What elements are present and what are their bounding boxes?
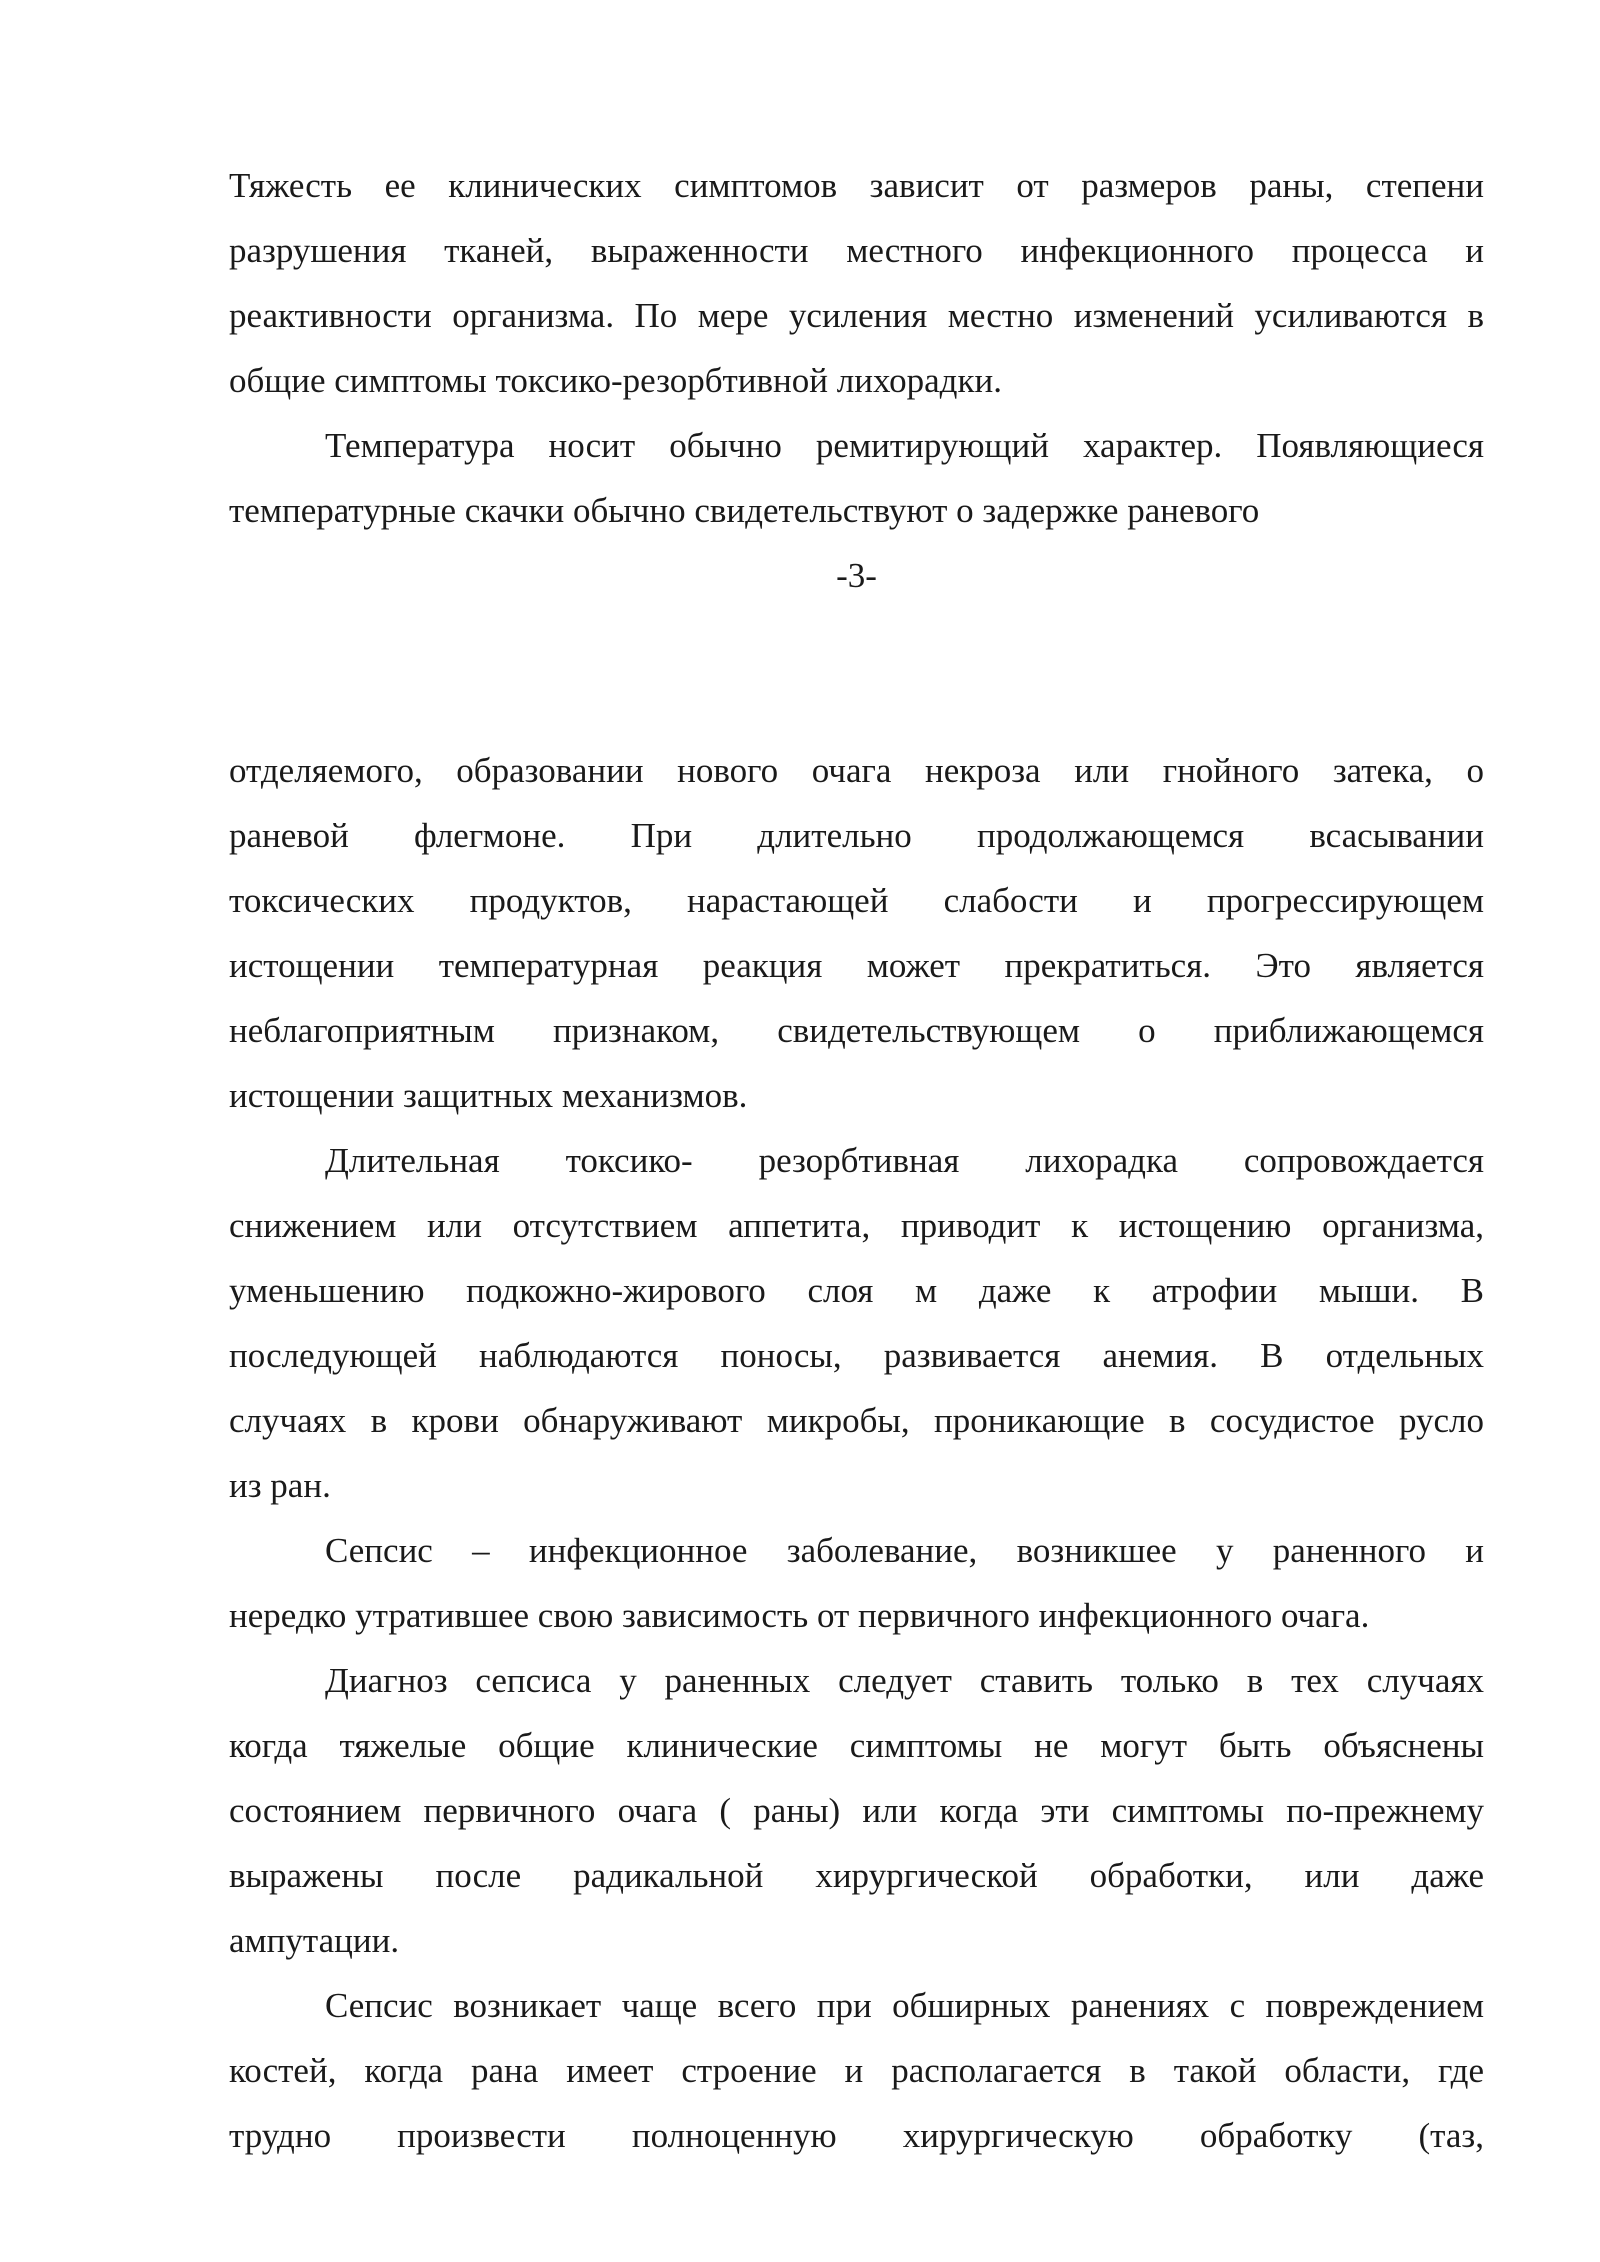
text-line: последующей наблюдаются поносы, развивается анемия. В отдельных <box>229 1336 1484 1375</box>
text-line: истощении защитных механизмов. <box>229 1076 748 1115</box>
text-line: неблагоприятным признаком, свидетельствующем о приближающемся <box>229 1011 1484 1050</box>
paragraph-temperature <box>229 413 1484 543</box>
text-line: из ран. <box>229 1466 331 1505</box>
text-line: Температура носит обычно ремитирующий характер. Появляющиеся <box>325 426 1484 465</box>
text-line: реактивности организма. По мере усиления местно изменений усиливаются в <box>229 296 1484 335</box>
text-line: токсических продуктов, нарастающей слабости и прогрессирующем <box>229 881 1484 920</box>
text-line: выражены после радикальной хирургической обработки, или даже <box>229 1856 1484 1895</box>
text-line: случаях в крови обнаруживают микробы, проникающие в сосудистое русло <box>229 1401 1484 1440</box>
text-line: нередко утратившее свою зависимость от первичного инфекционного очага. <box>229 1596 1370 1635</box>
text-line: Сепсис – инфекционное заболевание, возникшее у раненного и <box>325 1531 1484 1570</box>
text-line: снижением или отсутствием аппетита, приводит к истощению организма, <box>229 1206 1484 1245</box>
text-line: разрушения тканей, выраженности местного инфекционного процесса и <box>229 231 1484 270</box>
document-page <box>229 153 1484 2168</box>
paragraph-sepsis-definition <box>229 1518 1484 1648</box>
text-line: общие симптомы токсико-резорбтивной лихорадки. <box>229 361 1002 400</box>
text-line: отделяемого, образовании нового очага некроза или гнойного затека, о <box>229 751 1484 790</box>
text-line: Тяжесть ее клинических симптомов зависит от размеров раны, степени <box>229 166 1484 205</box>
page-number: -3- <box>836 556 877 595</box>
paragraph-sepsis-diagnosis <box>229 1648 1484 1973</box>
text-line: Длительная токсико- резорбтивная лихорадка сопровождается <box>325 1141 1484 1180</box>
text-line: Сепсис возникает чаще всего при обширных ранениях с повреждением <box>325 1986 1484 2025</box>
text-line: ампутации. <box>229 1921 400 1960</box>
text-line: температурные скачки обычно свидетельствуют о задержке раневого <box>229 491 1260 530</box>
paragraph-symptoms-severity <box>229 153 1484 413</box>
text-line: трудно произвести полноценную хирургическую обработку (таз, <box>229 2116 1484 2155</box>
text-line: костей, когда рана имеет строение и располагается в такой области, где <box>229 2051 1484 2090</box>
text-line: уменьшению подкожно-жирового слоя м даже к атрофии мыши. В <box>229 1271 1484 1310</box>
text-line: раневой флегмоне. При длительно продолжающемся всасывании <box>229 816 1484 855</box>
paragraph-sepsis-occurrence <box>229 1973 1484 2168</box>
text-line: когда тяжелые общие клинические симптомы не могут быть объяснены <box>229 1726 1484 1765</box>
text-line: состоянием первичного очага ( раны) или когда эти симптомы по-прежнему <box>229 1791 1484 1830</box>
text-line: истощении температурная реакция может прекратиться. Это является <box>229 946 1484 985</box>
page-break-gap <box>229 608 1484 738</box>
paragraph-prolonged-fever <box>229 1128 1484 1518</box>
text-line: Диагноз сепсиса у раненных следует ставить только в тех случаях <box>325 1661 1484 1700</box>
paragraph-continuation <box>229 738 1484 1128</box>
